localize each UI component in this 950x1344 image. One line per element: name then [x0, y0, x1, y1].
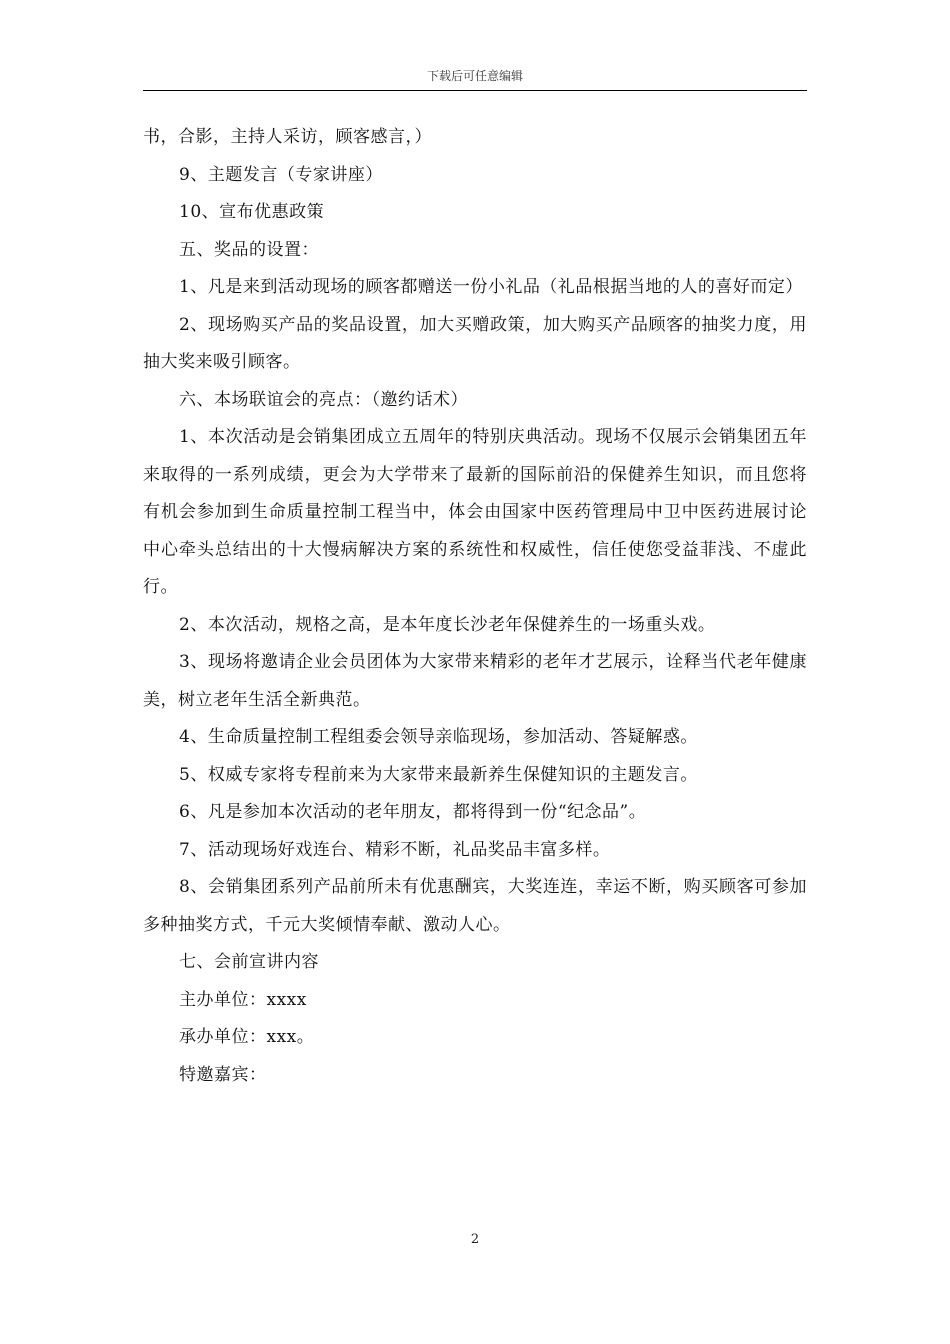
- body-paragraph: 2、本次活动，规格之高，是本年度长沙老年保健养生的一场重头戏。: [179, 614, 716, 635]
- body-paragraph: 1、本次活动是会销集团成立五周年的特别庆典活动。现场不仅展示会销集团五年来取得的一系列成绩，更会为大学带来了最新的国际前沿的保健养生知识，而且您将有机会参加到生命质量控制工程当中，体会由国家中医药管理局中卫中医药进展讨论中心牵头总结出的十大慢病解决方案的系统性和权威性，信任使您受益菲浅、不虚此行。: [143, 427, 807, 597]
- body-paragraph: 七、会前宣讲内容: [179, 952, 319, 972]
- body-paragraph: 10、宣布优惠政策: [179, 202, 325, 222]
- body-paragraph: 2、现场购买产品的奖品设置，加大买赠政策，加大购买产品顾客的抽奖力度，用抽大奖来吸引顾客。: [143, 314, 807, 372]
- page-header: 下载后可任意编辑: [426, 69, 523, 83]
- body-paragraph: 书，合影，主持人采访，顾客感言，）: [143, 127, 432, 147]
- body-paragraph: 5、权威专家将专程前来为大家带来最新养生保健知识的主题发言。: [179, 764, 698, 785]
- body-paragraph: 7、活动现场好戏连台、精彩不断，礼品奖品丰富多样。: [179, 839, 611, 860]
- body-paragraph: 五、奖品的设置：: [179, 239, 319, 260]
- header-divider: [143, 90, 807, 91]
- body-paragraph: 9、主题发言（专家讲座）: [179, 164, 383, 185]
- body-paragraph: 承办单位：xxx。: [179, 1027, 315, 1047]
- body-paragraph: 4、生命质量控制工程组委会领导亲临现场，参加活动、答疑解惑。: [179, 727, 698, 747]
- document-body: [143, 119, 807, 1094]
- body-paragraph: 3、现场将邀请企业会员团体为大家带来精彩的老年才艺展示，诠释当代老年健康美，树立老年生活全新典范。: [143, 652, 807, 710]
- body-paragraph: 6、凡是参加本次活动的老年朋友，都将得到一份“纪念品”。: [179, 802, 647, 822]
- page-number: 2: [470, 1232, 480, 1247]
- body-paragraph: 主办单位：xxxx: [179, 989, 307, 1010]
- body-paragraph: 8、会销集团系列产品前所未有优惠酬宾，大奖连连，幸运不断，购买顾客可参加多种抽奖方式，千元大奖倾情奉献、激动人心。: [143, 877, 807, 935]
- body-paragraph: 1、凡是来到活动现场的顾客都赠送一份小礼品（礼品根据当地的人的喜好而定）: [179, 277, 803, 297]
- body-paragraph: 六、本场联谊会的亮点：（邀约话术）: [179, 389, 468, 410]
- body-paragraph: 特邀嘉宾：: [179, 1064, 267, 1085]
